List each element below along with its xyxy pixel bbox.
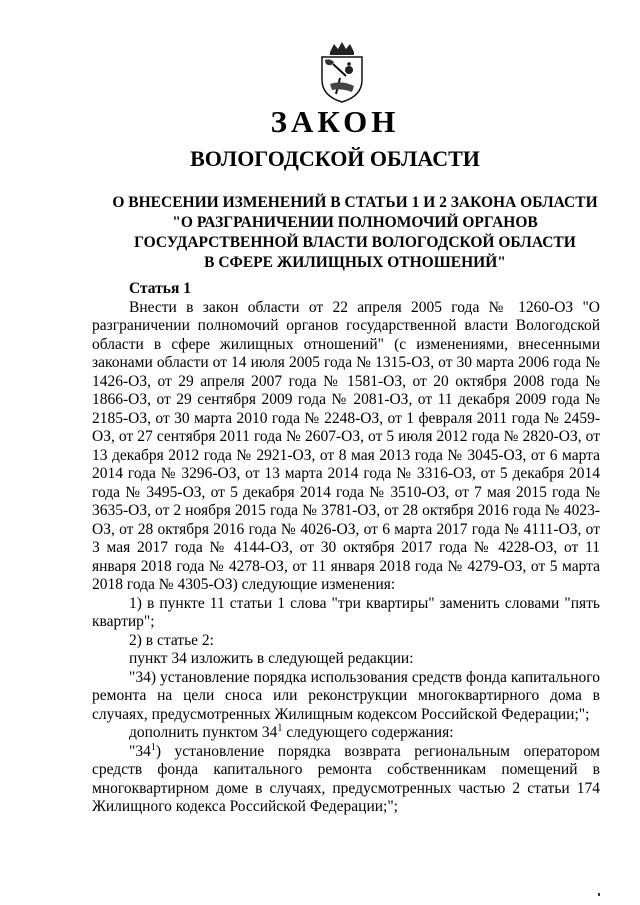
- vologda-coat-of-arms-icon: [316, 40, 368, 104]
- amendment-quote: [92, 743, 600, 817]
- amendment-item-2: 2) в статье 2:: [129, 631, 214, 649]
- article-intro-paragraph: Внести в закон области от 22 апреля 2005 года № 1260-ОЗ "О разграничении полномочий органов государственной власти Вологодской области в сфере жилищных отношений" (с изменениями, внесенными законами области от 14 июля 2005 года № 1315-ОЗ, от 30 марта 2006 года № 1426-ОЗ, от 29 апреля 2007 года № 1581-ОЗ, от 20 октября 2008 года № 1866-ОЗ, от 29 сентября 2009 года № 2081-ОЗ, от 11 декабря 2009 года № 2185-ОЗ, от 30 марта 2010 года № 2248-ОЗ, от 1 февраля 2011 года № 2459-ОЗ, от 27 сентября 2011 года № 2607-ОЗ, от 5 июля 2012 года № 2820-ОЗ, от 13 декабря 2012 года № 2921-ОЗ, от 8 мая 2013 года № 3045-ОЗ, от 6 марта 2014 года № 3296-ОЗ, от 13 марта 2014 года № 3316-ОЗ, от 5 декабря 2014 года № 3495-ОЗ, от 5 декабря 2014 года № 3510-ОЗ, от 7 мая 2015 года № 3635-ОЗ, от 2 ноября 2015 года № 3781-ОЗ, от 28 октября 2016 года № 4023-ОЗ, от 28 октября 2016 года № 4026-ОЗ, от 6 марта 2017 года № 4111-ОЗ, от 3 мая 2017 года № 4144-ОЗ, от 30 октября 2017 года № 4228-ОЗ, от 11 января 2018 года № 4278-ОЗ, от 11 января 2018 года № 4279-ОЗ, от 5 марта 2018 года № 4305-ОЗ) следующие изменения:: [92, 298, 600, 593]
- superscript: 1: [150, 741, 156, 753]
- heading-line: В СФЕРЕ ЖИЛИЩНЫХ ОТНОШЕНИЙ": [204, 254, 506, 271]
- scan-mark: [598, 893, 600, 896]
- text-fragment: ) установление порядка возврата региональным оператором средств фонда капитального ремонта собственникам помещений в многоквартирном доме в случаях, предусмотренных частью 2 статьи 174 Жилищного кодекса Российской Федерации;";: [92, 742, 600, 815]
- heading-line: "О РАЗГРАНИЧЕНИИ ПОЛНОМОЧИЙ ОРГАНОВ: [172, 214, 538, 231]
- amendment-subitem: пункт 34 изложить в следующей редакции:: [129, 650, 414, 667]
- text-fragment: "34: [129, 742, 151, 760]
- document-subtitle: ВОЛОГОДСКОЙ ОБЛАСТИ: [190, 146, 480, 171]
- heading-line: О ВНЕСЕНИИ ИЗМЕНЕНИЙ В СТАТЬИ 1 И 2 ЗАКОНА ОБЛАСТИ: [112, 194, 598, 211]
- heading-line: ГОСУДАРСТВЕННОЙ ВЛАСТИ ВОЛОГОДСКОЙ ОБЛАСТИ: [134, 234, 576, 251]
- superscript: 1: [277, 722, 283, 734]
- text-fragment: дополнить пунктом 34: [129, 724, 278, 741]
- document-title: ЗАКОН: [270, 104, 400, 139]
- article-label: Статья 1: [129, 280, 191, 297]
- amendment-subitem: [92, 724, 600, 743]
- amendment-item-1: 1) в пункте 11 статьи 1 слова "три квартиры" заменить словами "пять квартир";: [92, 594, 600, 630]
- text-fragment: следующего содержания:: [282, 724, 454, 741]
- law-heading: [110, 193, 600, 273]
- amendment-quote: "34) установление порядка использования средств фонда капитального ремонта на цели сноса или реконструкции многоквартирного дома в случаях, предусмотренных Жилищным кодексом Российской Федерации;";: [92, 668, 600, 723]
- document-body: [92, 280, 600, 817]
